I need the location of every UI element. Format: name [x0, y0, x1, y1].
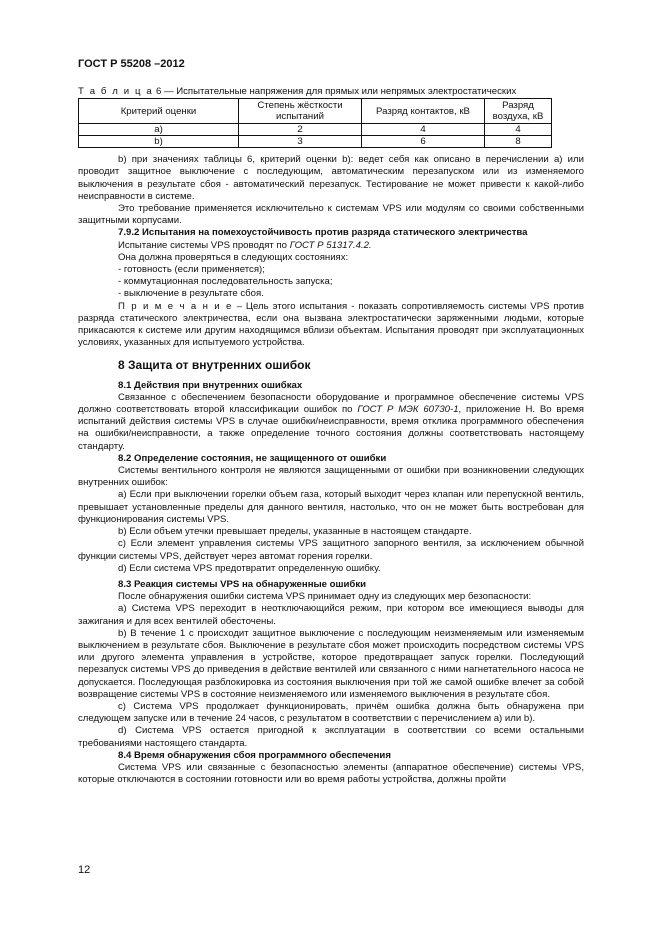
section-heading: 8.2 Определение состояния, не защищенного от ошибки — [118, 452, 387, 464]
paragraph: b) В течение 1 с происходит защитное выключение с последующим неизменяемым или изменяемым выключением в результате сбоя. Выключение в результате сбоя может происходить посредством системы VPS или другого элемента управления в устройстве, которое предотвращает запуск горелки. Последующий перезапуск системы VPS до приведения в действие вентилей или связанного с ними нагнетательного насоса не допускается. Последующая разблокировка из состояния выключения при той же самой ошибке влечет за собой возвращение системы VPS в состояние неизменяемого или изменяемого выключения в результате сбоя. — [78, 627, 584, 700]
table-cell: 6 — [362, 136, 485, 148]
paragraph: Системы вентильного контроля не являются защищенными от ошибки при возникновении следующих внутренних ошибок: — [78, 465, 584, 489]
table-header-cell: Разряд воздуха, кВ — [485, 99, 552, 124]
table-cell: 2 — [239, 124, 362, 136]
paragraph-text: Связанное с обеспечением безопасности оборудование и программное обеспечение системы VPS должно соответствовать второй классификации ошибок по — [78, 391, 584, 416]
paragraph: b) Если объем утечки превышает пределы, указанные в настоящем стандарте. — [118, 526, 472, 538]
section-title: 8 Защита от внутренних ошибок — [118, 358, 311, 373]
paragraph: а) Система VPS переходит в неотключающийся режим, при котором все имеющиеся выводы для зажигания и для всех вентилей обесточены. — [78, 603, 584, 627]
standard-reference: ГОСТ Р МЭК 60730-1 — [357, 404, 459, 416]
paragraph: а) Если при выключении горелки объем газа, который выходит через клапан или перепускной вентиль, превышает установленные пределы для данного вентиля, настолько, что он не может быть востребован для функционирования системы VPS. — [78, 489, 584, 525]
paragraph-text: Испытание системы VPS проводят по — [118, 239, 290, 251]
paragraph: Система VPS или связанные с безопасностью элементы (аппаратное обеспечение) системы VPS, которые отключаются в состоянии готовности или во время работы устройства, должны пройти — [78, 761, 584, 786]
table-cell: 4 — [485, 124, 552, 136]
document-body — [78, 86, 584, 786]
paragraph-text: , приложение H. Во время испытаний действия системы VPS в случае ошибки/неисправности, время отклика программного обеспечения на ошибки/неисправности, а также определение точного состояния должны соответствовать настоящему стандарту. — [78, 404, 584, 452]
paragraph — [78, 392, 584, 453]
paragraph: d) Если система VPS предотвратит определенную ошибку. — [118, 562, 381, 574]
table-header-cell: Разряд контактов, кВ — [362, 99, 485, 124]
table-header-cell: Степень жёсткости испытаний — [239, 99, 362, 124]
document-header: ГОСТ Р 55208 –2012 — [78, 58, 185, 70]
paragraph — [78, 240, 584, 252]
note-text: – Цель этого испытания - показать сопротивляемость системы VPS против разряда статического электричества, если она вызвана электростатически заряженными людьми, которые прикасаются к системе или другим находящимся вблизи объектам. Испытания проводят при эксплуатационных условиях, указанных для испытуемого устройства. — [78, 300, 585, 349]
table-row — [79, 124, 552, 136]
note — [78, 301, 584, 350]
list-item: - готовность (если применяется); — [118, 264, 265, 276]
table-header-row — [79, 99, 552, 124]
table-cell: а) — [79, 124, 239, 136]
note-label: П р и м е ч а н и е — [118, 300, 233, 312]
list-item: - коммутационная последовательность запуска; — [118, 276, 333, 288]
test-voltage-table — [78, 98, 552, 148]
table-cell: 8 — [485, 136, 552, 148]
paragraph: b) при значениях таблицы 6, критерий оценки b): ведет себя как описано в перечислении а) или проводит защитное выключение с последующим, автоматическим перезапуском или из изменяемого выключения в результате сбоя - автоматический перезапуск. Тестирование не может привести к какой-либо неисправности в системе. — [78, 154, 584, 202]
section-heading: 8.4 Время обнаружения сбоя программного обеспечения — [118, 749, 391, 761]
paragraph: c) Если элемент управления системы VPS защитного запорного вентиля, за исключением обычной функции системы VPS, действует через автомат горения горелки. — [78, 538, 584, 562]
table-cell: 3 — [239, 136, 362, 148]
paragraph: Она должна проверяться в следующих состояниях: — [118, 251, 349, 263]
paragraph: c) Система VPS продолжает функционировать, причём ошибка должна быть обнаружена при следующем запуске или в течение 24 часов, с результатом в соответствии с перечислением а) или b). — [78, 700, 584, 725]
section-heading: 8.1 Действия при внутренних ошибках — [118, 379, 303, 391]
paragraph: Это требование применяется исключительно к системам VPS или модулям со своими собственными защитными корпусами. — [78, 203, 584, 227]
paragraph: После обнаружения ошибки система VPS принимает одну из следующих мер безопасности: — [118, 591, 532, 603]
table-cell: b) — [79, 136, 239, 148]
table-row — [79, 136, 552, 148]
table-caption-label: Т а б л и ц а — [78, 86, 154, 97]
list-item: - выключение в результате сбоя. — [118, 288, 264, 300]
section-heading: 7.9.2 Испытания на помехоустойчивость против разряда статического электричества — [118, 227, 528, 239]
table-header-cell: Критерий оценки — [79, 99, 239, 124]
standard-reference: ГОСТ Р 51317.4.2. — [289, 239, 372, 251]
section-heading: 8.3 Реакция системы VPS на обнаруженные ошибки — [118, 578, 367, 590]
page-number: 12 — [78, 864, 91, 876]
table-cell: 4 — [362, 124, 485, 136]
table-caption-text: 6 — Испытательные напряжения для прямых или непрямых электростатических — [155, 86, 517, 97]
paragraph: d) Система VPS остается пригодной к эксплуатации в соответствии со всеми остальными требованиями настоящего стандарта. — [78, 725, 584, 749]
table-caption — [78, 86, 584, 98]
